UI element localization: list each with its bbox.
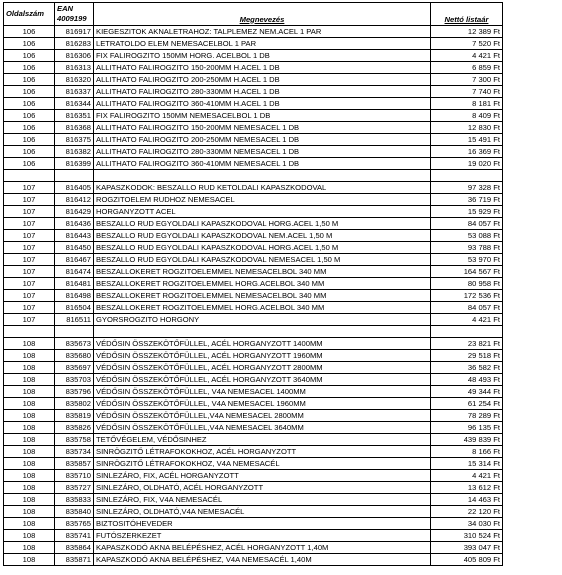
cell-ean: 816450 bbox=[55, 242, 94, 254]
cell-page: 108 bbox=[4, 422, 55, 434]
cell-name: VÉDŐSIN ÖSSZEKÖTŐFÜLLEL, ACÉL HORGANYZOTT 2800MM bbox=[94, 362, 431, 374]
cell-ean: 835826 bbox=[55, 422, 94, 434]
cell-page: 108 bbox=[4, 542, 55, 554]
cell-price: 36 582 Ft bbox=[431, 362, 503, 374]
cell-ean: 816474 bbox=[55, 266, 94, 278]
cell-page: 108 bbox=[4, 434, 55, 446]
cell-page: 107 bbox=[4, 254, 55, 266]
cell-page: 107 bbox=[4, 290, 55, 302]
table-row bbox=[4, 26, 503, 38]
cell-page: 107 bbox=[4, 230, 55, 242]
empty-cell bbox=[4, 326, 55, 338]
cell-page: 107 bbox=[4, 314, 55, 326]
cell-name: VÉDŐSIN ÖSSZEKÖTŐFÜLLEL,V4A NEMESACEL 3640MM bbox=[94, 422, 431, 434]
cell-ean: 816306 bbox=[55, 50, 94, 62]
blank-separator-row bbox=[4, 170, 503, 182]
cell-ean: 835680 bbox=[55, 350, 94, 362]
cell-price: 53 970 Ft bbox=[431, 254, 503, 266]
cell-price: 61 254 Ft bbox=[431, 398, 503, 410]
cell-price: 172 536 Ft bbox=[431, 290, 503, 302]
price-list-table bbox=[3, 2, 503, 566]
cell-name: SINLEZÁRO, OLDHATÓ,V4A NEMESACÉL bbox=[94, 506, 431, 518]
cell-page: 106 bbox=[4, 74, 55, 86]
cell-price: 8 166 Ft bbox=[431, 446, 503, 458]
table-row bbox=[4, 86, 503, 98]
cell-ean: 835802 bbox=[55, 398, 94, 410]
cell-page: 107 bbox=[4, 242, 55, 254]
cell-price: 8 409 Ft bbox=[431, 110, 503, 122]
cell-price: 53 088 Ft bbox=[431, 230, 503, 242]
cell-ean: 835864 bbox=[55, 542, 94, 554]
empty-cell bbox=[94, 170, 431, 182]
cell-page: 108 bbox=[4, 506, 55, 518]
cell-price: 393 047 Ft bbox=[431, 542, 503, 554]
cell-name: ALLITHATO FALIROGZITO 200-250MM H.ACEL 1 DB bbox=[94, 74, 431, 86]
cell-page: 106 bbox=[4, 62, 55, 74]
cell-name: SINLEZÁRO, FIX, ACÉL HORGANYZOTT bbox=[94, 470, 431, 482]
table-row bbox=[4, 362, 503, 374]
cell-name: SINRÖGZITŐ LÉTRAFOKOKHOZ, V4A NEMESACÉL bbox=[94, 458, 431, 470]
cell-name: KAPASZKODÓ AKNA BELÉPÉSHEZ, V4A NEMESACÉL 1,40M bbox=[94, 554, 431, 566]
cell-price: 7 740 Ft bbox=[431, 86, 503, 98]
cell-page: 107 bbox=[4, 266, 55, 278]
cell-price: 80 958 Ft bbox=[431, 278, 503, 290]
cell-price: 84 057 Ft bbox=[431, 302, 503, 314]
cell-price: 23 821 Ft bbox=[431, 338, 503, 350]
cell-page: 107 bbox=[4, 206, 55, 218]
table-row bbox=[4, 62, 503, 74]
empty-cell bbox=[431, 326, 503, 338]
cell-ean: 816399 bbox=[55, 158, 94, 170]
cell-price: 19 020 Ft bbox=[431, 158, 503, 170]
cell-ean: 835734 bbox=[55, 446, 94, 458]
cell-page: 106 bbox=[4, 122, 55, 134]
cell-name: ALLITHATO FALIROGZITO 150-200MM H.ACEL 1 DB bbox=[94, 62, 431, 74]
table-row bbox=[4, 374, 503, 386]
cell-price: 34 030 Ft bbox=[431, 518, 503, 530]
cell-page: 106 bbox=[4, 26, 55, 38]
cell-page: 106 bbox=[4, 134, 55, 146]
cell-ean: 835796 bbox=[55, 386, 94, 398]
cell-ean: 816467 bbox=[55, 254, 94, 266]
cell-name: ROGZITOELEM RUDHOZ NEMESACEL bbox=[94, 194, 431, 206]
cell-page: 106 bbox=[4, 38, 55, 50]
table-row bbox=[4, 542, 503, 554]
cell-price: 4 421 Ft bbox=[431, 50, 503, 62]
cell-ean: 835840 bbox=[55, 506, 94, 518]
cell-page: 106 bbox=[4, 50, 55, 62]
cell-name: TETŐVÉGELEM, VÉDŐSINHEZ bbox=[94, 434, 431, 446]
cell-page: 107 bbox=[4, 194, 55, 206]
cell-ean: 816511 bbox=[55, 314, 94, 326]
cell-price: 96 135 Ft bbox=[431, 422, 503, 434]
table-row bbox=[4, 218, 503, 230]
cell-page: 108 bbox=[4, 458, 55, 470]
table-row bbox=[4, 122, 503, 134]
empty-cell bbox=[94, 326, 431, 338]
cell-name: BESZALLOKERET ROGZITOELEMMEL HORG.ACELBOL 340 MM bbox=[94, 278, 431, 290]
cell-price: 49 344 Ft bbox=[431, 386, 503, 398]
table-row bbox=[4, 302, 503, 314]
header-name-spacer bbox=[94, 3, 431, 15]
cell-ean: 816412 bbox=[55, 194, 94, 206]
cell-name: VÉDŐSIN ÖSSZEKÖTŐFÜLLEL,V4A NEMESACEL 2800MM bbox=[94, 410, 431, 422]
header-price: Nettó listaár bbox=[431, 14, 503, 26]
table-row bbox=[4, 194, 503, 206]
cell-page: 108 bbox=[4, 398, 55, 410]
cell-page: 106 bbox=[4, 98, 55, 110]
cell-name: VÉDŐSIN ÖSSZEKÖTŐFÜLLEL, ACÉL HORGANYZOTT 3640MM bbox=[94, 374, 431, 386]
cell-price: 29 518 Ft bbox=[431, 350, 503, 362]
cell-price: 8 181 Ft bbox=[431, 98, 503, 110]
table-row bbox=[4, 50, 503, 62]
cell-price: 405 809 Ft bbox=[431, 554, 503, 566]
cell-page: 106 bbox=[4, 110, 55, 122]
empty-cell bbox=[4, 170, 55, 182]
table-row bbox=[4, 110, 503, 122]
cell-name: BESZALLO RUD EGYOLDALI KAPASZKODOVAL HORG.ACEL 1,50 M bbox=[94, 242, 431, 254]
cell-price: 7 300 Ft bbox=[431, 74, 503, 86]
cell-ean: 816382 bbox=[55, 146, 94, 158]
cell-price: 16 369 Ft bbox=[431, 146, 503, 158]
cell-price: 15 929 Ft bbox=[431, 206, 503, 218]
table-row bbox=[4, 74, 503, 86]
cell-name: VÉDŐSIN ÖSSZEKÖTŐFÜLLEL, ACÉL HORGANYZOTT 1400MM bbox=[94, 338, 431, 350]
table-row bbox=[4, 434, 503, 446]
cell-price: 439 839 Ft bbox=[431, 434, 503, 446]
cell-name: KAPASZKODÓ AKNA BELÉPÉSHEZ, ACÉL HORGANYZOTT 1,40M bbox=[94, 542, 431, 554]
cell-page: 108 bbox=[4, 362, 55, 374]
cell-price: 84 057 Ft bbox=[431, 218, 503, 230]
cell-name: BESZALLO RUD EGYOLDALI KAPASZKODOVAL NEMESACEL 1,50 M bbox=[94, 254, 431, 266]
table-row bbox=[4, 422, 503, 434]
table-row bbox=[4, 470, 503, 482]
cell-price: 164 567 Ft bbox=[431, 266, 503, 278]
cell-page: 108 bbox=[4, 338, 55, 350]
cell-name: ALLITHATO FALIROGZITO 200-250MM NEMESACEL 1 DB bbox=[94, 134, 431, 146]
cell-price: 93 788 Ft bbox=[431, 242, 503, 254]
cell-ean: 816337 bbox=[55, 86, 94, 98]
cell-name: HORGANYZOTT ACEL bbox=[94, 206, 431, 218]
cell-ean: 816429 bbox=[55, 206, 94, 218]
cell-ean: 835727 bbox=[55, 482, 94, 494]
cell-page: 107 bbox=[4, 302, 55, 314]
cell-ean: 816344 bbox=[55, 98, 94, 110]
empty-cell bbox=[55, 326, 94, 338]
cell-ean: 835833 bbox=[55, 494, 94, 506]
table-row bbox=[4, 506, 503, 518]
table-row bbox=[4, 518, 503, 530]
cell-page: 108 bbox=[4, 374, 55, 386]
cell-ean: 816481 bbox=[55, 278, 94, 290]
cell-price: 6 859 Ft bbox=[431, 62, 503, 74]
cell-ean: 816917 bbox=[55, 26, 94, 38]
cell-ean: 835765 bbox=[55, 518, 94, 530]
table-header bbox=[4, 3, 503, 26]
cell-name: ALLITHATO FALIROGZITO 280-330MM NEMESACEL 1 DB bbox=[94, 146, 431, 158]
empty-cell bbox=[55, 170, 94, 182]
cell-name: BESZALLO RUD EGYOLDALI KAPASZKODOVAL HORG.ACEL 1,50 M bbox=[94, 218, 431, 230]
cell-ean: 816283 bbox=[55, 38, 94, 50]
table-row bbox=[4, 314, 503, 326]
cell-name: GYORSROGZITO HORGONY bbox=[94, 314, 431, 326]
cell-name: BIZTOSITÓHEVEDER bbox=[94, 518, 431, 530]
cell-name: VÉDŐSIN ÖSSZEKÖTŐFÜLLEL, ACÉL HORGANYZOTT 1960MM bbox=[94, 350, 431, 362]
table-row bbox=[4, 158, 503, 170]
table-row bbox=[4, 398, 503, 410]
cell-price: 12 830 Ft bbox=[431, 122, 503, 134]
table-row bbox=[4, 554, 503, 566]
cell-ean: 816375 bbox=[55, 134, 94, 146]
table-row bbox=[4, 266, 503, 278]
cell-name: BESZALLOKERET ROGZITOELEMMEL NEMESACELBOL 340 MM bbox=[94, 266, 431, 278]
cell-name: KIEGESZITOK AKNALETRAHOZ: TALPLEMEZ NEM.ACEL 1 PAR bbox=[94, 26, 431, 38]
cell-page: 107 bbox=[4, 218, 55, 230]
table-row bbox=[4, 290, 503, 302]
table-row bbox=[4, 410, 503, 422]
cell-name: ALLITHATO FALIROGZITO 150-200MM NEMESACEL 1 DB bbox=[94, 122, 431, 134]
cell-page: 108 bbox=[4, 386, 55, 398]
cell-price: 15 491 Ft bbox=[431, 134, 503, 146]
cell-ean: 816313 bbox=[55, 62, 94, 74]
table-row bbox=[4, 182, 503, 194]
cell-ean: 835697 bbox=[55, 362, 94, 374]
cell-price: 13 612 Ft bbox=[431, 482, 503, 494]
cell-ean: 835673 bbox=[55, 338, 94, 350]
cell-ean: 835857 bbox=[55, 458, 94, 470]
header-ean: EAN 4009199 bbox=[55, 3, 94, 26]
cell-page: 108 bbox=[4, 530, 55, 542]
table-row bbox=[4, 230, 503, 242]
table-row bbox=[4, 134, 503, 146]
cell-page: 107 bbox=[4, 182, 55, 194]
cell-price: 7 520 Ft bbox=[431, 38, 503, 50]
cell-name: BESZALLO RUD EGYOLDALI KAPASZKODOVAL NEM.ACEL 1,50 M bbox=[94, 230, 431, 242]
table-row bbox=[4, 386, 503, 398]
cell-name: FIX FALIROGZITO 150MM NEMESACELBOL 1 DB bbox=[94, 110, 431, 122]
cell-name: ALLITHATO FALIROGZITO 360-410MM NEMESACEL 1 DB bbox=[94, 158, 431, 170]
cell-price: 36 719 Ft bbox=[431, 194, 503, 206]
cell-name: KAPASZKODOK: BESZALLO RUD KETOLDALI KAPASZKODOVAL bbox=[94, 182, 431, 194]
cell-name: VÉDŐSIN ÖSSZEKÖTŐFÜLLEL, V4A NEMESACEL 1960MM bbox=[94, 398, 431, 410]
table-row bbox=[4, 338, 503, 350]
cell-name: LETRATOLDO ELEM NEMESACELBOL 1 PAR bbox=[94, 38, 431, 50]
table-row bbox=[4, 482, 503, 494]
table-row bbox=[4, 206, 503, 218]
cell-price: 14 463 Ft bbox=[431, 494, 503, 506]
table-row bbox=[4, 530, 503, 542]
cell-page: 106 bbox=[4, 86, 55, 98]
cell-ean: 835758 bbox=[55, 434, 94, 446]
cell-ean: 835741 bbox=[55, 530, 94, 542]
cell-page: 108 bbox=[4, 518, 55, 530]
cell-price: 12 389 Ft bbox=[431, 26, 503, 38]
cell-page: 107 bbox=[4, 278, 55, 290]
cell-name: VÉDŐSIN ÖSSZEKÖTŐFÜLLEL, V4A NEMESACEL 1400MM bbox=[94, 386, 431, 398]
cell-ean: 816405 bbox=[55, 182, 94, 194]
table-row bbox=[4, 446, 503, 458]
header-page: Oldalszám bbox=[4, 3, 55, 26]
table-row bbox=[4, 242, 503, 254]
cell-name: BESZALLOKERET ROGZITOELEMMEL NEMESACELBOL 340 MM bbox=[94, 290, 431, 302]
cell-page: 108 bbox=[4, 482, 55, 494]
cell-name: SINLEZÁRO, OLDHATÓ, ACÉL HORGANYZOTT bbox=[94, 482, 431, 494]
cell-ean: 816320 bbox=[55, 74, 94, 86]
cell-name: FIX FALIROGZITO 150MM HORG. ACELBOL 1 DB bbox=[94, 50, 431, 62]
cell-price: 78 289 Ft bbox=[431, 410, 503, 422]
cell-ean: 816351 bbox=[55, 110, 94, 122]
header-name: Megnevezés bbox=[94, 14, 431, 26]
cell-name: SINRÖGZITŐ LÉTRAFOKOKHOZ, ACÉL HORGANYZOTT bbox=[94, 446, 431, 458]
cell-name: FUTÓSZERKEZET bbox=[94, 530, 431, 542]
cell-page: 106 bbox=[4, 158, 55, 170]
cell-page: 108 bbox=[4, 350, 55, 362]
blank-separator-row bbox=[4, 326, 503, 338]
cell-name: ALLITHATO FALIROGZITO 280-330MM H.ACEL 1 DB bbox=[94, 86, 431, 98]
cell-ean: 816443 bbox=[55, 230, 94, 242]
header-price-spacer bbox=[431, 3, 503, 15]
cell-ean: 816504 bbox=[55, 302, 94, 314]
cell-page: 106 bbox=[4, 146, 55, 158]
cell-name: BESZALLOKERET ROGZITOELEMMEL HORG.ACELBOL 340 MM bbox=[94, 302, 431, 314]
cell-price: 4 421 Ft bbox=[431, 470, 503, 482]
table-row bbox=[4, 350, 503, 362]
cell-name: SINLEZÁRO, FIX, V4A NEMESACÉL bbox=[94, 494, 431, 506]
empty-cell bbox=[431, 170, 503, 182]
cell-name: ALLITHATO FALIROGZITO 360-410MM H.ACEL 1 DB bbox=[94, 98, 431, 110]
table-body bbox=[4, 26, 503, 566]
table-row bbox=[4, 98, 503, 110]
table-row bbox=[4, 494, 503, 506]
table-row bbox=[4, 278, 503, 290]
table-row bbox=[4, 458, 503, 470]
cell-page: 108 bbox=[4, 410, 55, 422]
cell-page: 108 bbox=[4, 554, 55, 566]
cell-page: 108 bbox=[4, 470, 55, 482]
cell-price: 4 421 Ft bbox=[431, 314, 503, 326]
cell-ean: 816498 bbox=[55, 290, 94, 302]
cell-page: 108 bbox=[4, 494, 55, 506]
cell-ean: 835871 bbox=[55, 554, 94, 566]
cell-ean: 835710 bbox=[55, 470, 94, 482]
cell-price: 97 328 Ft bbox=[431, 182, 503, 194]
cell-price: 22 120 Ft bbox=[431, 506, 503, 518]
cell-price: 48 493 Ft bbox=[431, 374, 503, 386]
cell-ean: 835819 bbox=[55, 410, 94, 422]
cell-ean: 816436 bbox=[55, 218, 94, 230]
cell-page: 108 bbox=[4, 446, 55, 458]
cell-ean: 816368 bbox=[55, 122, 94, 134]
table-row bbox=[4, 254, 503, 266]
cell-price: 15 314 Ft bbox=[431, 458, 503, 470]
table-row bbox=[4, 146, 503, 158]
cell-ean: 835703 bbox=[55, 374, 94, 386]
table-row bbox=[4, 38, 503, 50]
cell-price: 310 524 Ft bbox=[431, 530, 503, 542]
